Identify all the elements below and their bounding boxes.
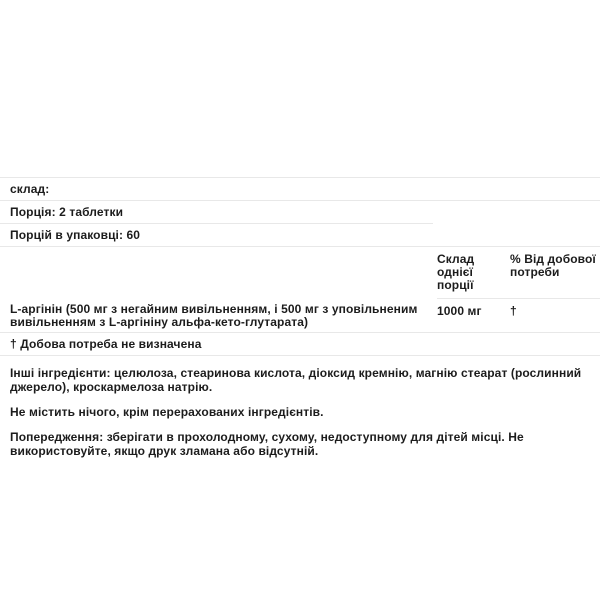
ingredient-amount: 1000 мг <box>437 304 482 318</box>
daily-value-footnote: † Добова потреба не визначена <box>10 337 202 351</box>
facts-table <box>0 247 600 332</box>
ingredient-daily-value: † <box>510 304 517 318</box>
servings-per-container: Порцій в упаковці: 60 <box>10 228 141 242</box>
serving-size: Порція: 2 таблетки <box>10 205 124 219</box>
divider <box>0 355 600 356</box>
contains-note: Не містить нічого, крім перерахованих інгредієнтів. <box>10 405 324 419</box>
ingredient-name: L-аргінін (500 мг з негайним вивільненням, і 500 мг з уповільненим вивільненням з L-аргініну альфа-кето-глутарата) <box>10 302 418 329</box>
other-ingredients: Інші інгредієнти: целюлоза, стеаринова кислота, діоксид кремнію, магнію стеарат (рослинний джерело), кроскармелоза натрію. <box>10 366 582 394</box>
composition-heading: склад: <box>10 182 50 196</box>
warning-note: Попередження: зберігати в прохолодному, сухому, недоступному для дітей місці. Не використовуйте, якщо друк зламана або відсутній. <box>10 430 524 458</box>
column-header-amount: Склад однієї порції <box>437 247 510 299</box>
table-header-spacer <box>10 247 437 299</box>
top-whitespace <box>0 0 600 177</box>
column-header-daily-value: % Від добової потреби <box>510 247 600 299</box>
